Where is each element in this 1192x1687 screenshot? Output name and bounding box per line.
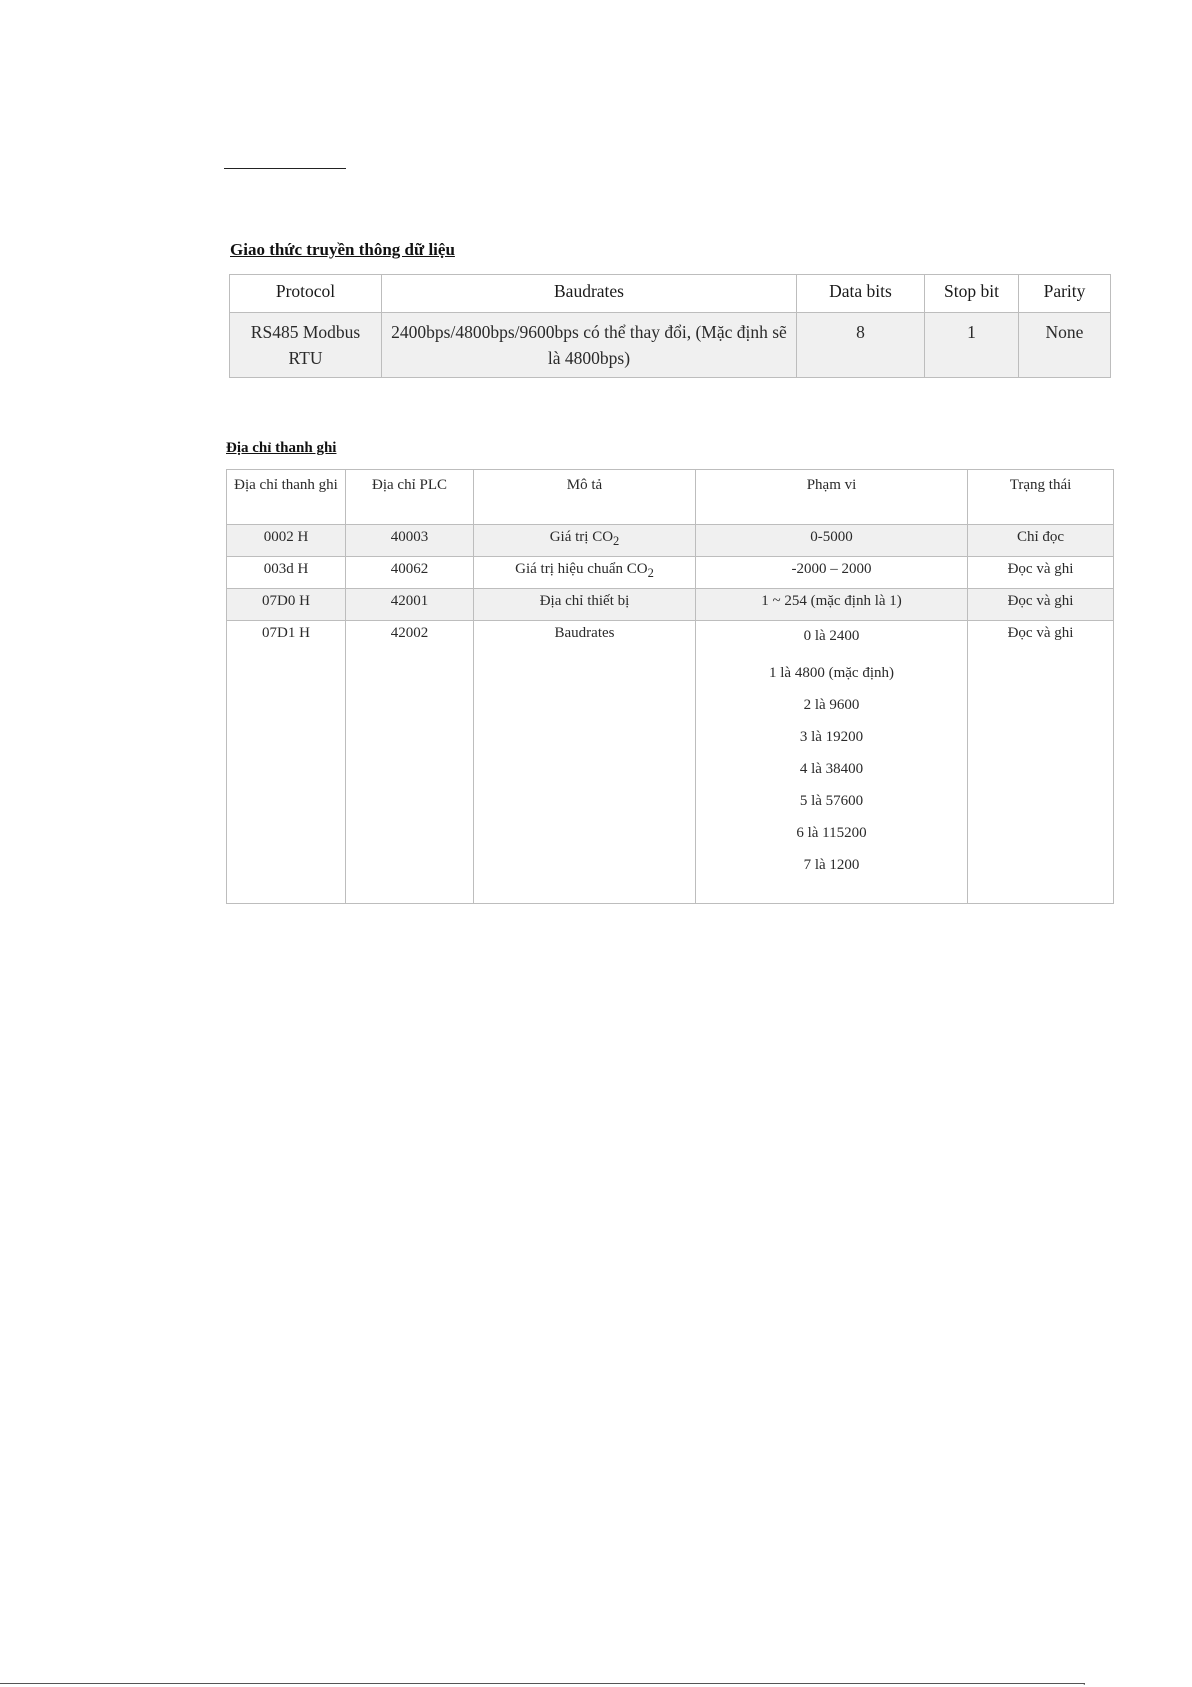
baud-option: 1 là 4800 (mặc định)	[769, 665, 894, 681]
register-address-cell: 07D0 H	[227, 589, 346, 621]
header-data-bits: Data bits	[797, 275, 925, 313]
status-cell: Đọc và ghi	[968, 557, 1114, 589]
header-stop-bit: Stop bit	[925, 275, 1019, 313]
baud-option: 5 là 57600	[799, 793, 864, 809]
register-address-cell: 0002 H	[227, 525, 346, 557]
stop-bit-cell: 1	[925, 313, 1019, 378]
register-table	[226, 469, 1114, 904]
description-cell	[474, 557, 696, 589]
description-subscript: 2	[613, 534, 620, 548]
plc-address-cell: 40003	[346, 525, 474, 557]
protocol-table-header-row	[230, 275, 1111, 313]
baud-option: 3 là 19200	[799, 729, 864, 745]
range-cell: -2000 – 2000	[696, 557, 968, 589]
table-row	[227, 557, 1114, 589]
header-description: Mô tả	[474, 470, 696, 525]
plc-address-cell: 40062	[346, 557, 474, 589]
parity-cell: None	[1019, 313, 1111, 378]
protocol-table-row	[230, 313, 1111, 378]
range-cell: 1 ~ 254 (mặc định là 1)	[696, 589, 968, 621]
register-address-cell: 003d H	[227, 557, 346, 589]
baud-option: 6 là 115200	[796, 825, 867, 841]
status-cell: Chỉ đọc	[968, 525, 1114, 557]
protocol-table	[229, 274, 1111, 378]
corner-mark: .	[1083, 1677, 1086, 1687]
protocol-section-title: Giao thức truyền thông dữ liệu	[230, 240, 455, 259]
description-text: Giá trị hiệu chuẩn CO	[515, 561, 648, 577]
description-cell	[474, 525, 696, 557]
table-row	[227, 621, 1114, 904]
plc-address-cell: 42001	[346, 589, 474, 621]
header-parity: Parity	[1019, 275, 1111, 313]
header-range: Phạm vi	[696, 470, 968, 525]
header-register-address: Địa chỉ thanh ghi	[227, 470, 346, 525]
header-baudrates: Baudrates	[382, 275, 797, 313]
header-status: Trạng thái	[968, 470, 1114, 525]
register-address-cell: 07D1 H	[227, 621, 346, 904]
bottom-divider	[0, 1683, 1085, 1684]
status-cell: Đọc và ghi	[968, 589, 1114, 621]
plc-address-cell: 42002	[346, 621, 474, 904]
table-row	[227, 589, 1114, 621]
header-protocol: Protocol	[230, 275, 382, 313]
status-cell: Đọc và ghi	[968, 621, 1114, 904]
header-plc-address: Địa chỉ PLC	[346, 470, 474, 525]
description-text: Giá trị CO	[549, 529, 614, 545]
description-cell: Baudrates	[474, 621, 696, 904]
baud-option: 7 là 1200	[803, 857, 860, 873]
baud-option: 2 là 9600	[803, 697, 860, 713]
range-cell	[696, 621, 968, 904]
baud-option: 0 là 2400	[803, 628, 860, 644]
data-bits-cell: 8	[797, 313, 925, 378]
top-divider	[224, 168, 346, 169]
register-section-title: Địa chỉ thanh ghi	[226, 440, 337, 456]
baudrates-cell: 2400bps/4800bps/9600bps có thể thay đổi, (Mặc định sẽ là 4800bps)	[382, 313, 797, 378]
baud-option: 4 là 38400	[799, 761, 864, 777]
range-cell: 0-5000	[696, 525, 968, 557]
protocol-cell: RS485 Modbus RTU	[230, 313, 382, 378]
register-table-header-row	[227, 470, 1114, 525]
table-row	[227, 525, 1114, 557]
description-subscript: 2	[647, 566, 654, 580]
description-cell: Địa chỉ thiết bị	[474, 589, 696, 621]
